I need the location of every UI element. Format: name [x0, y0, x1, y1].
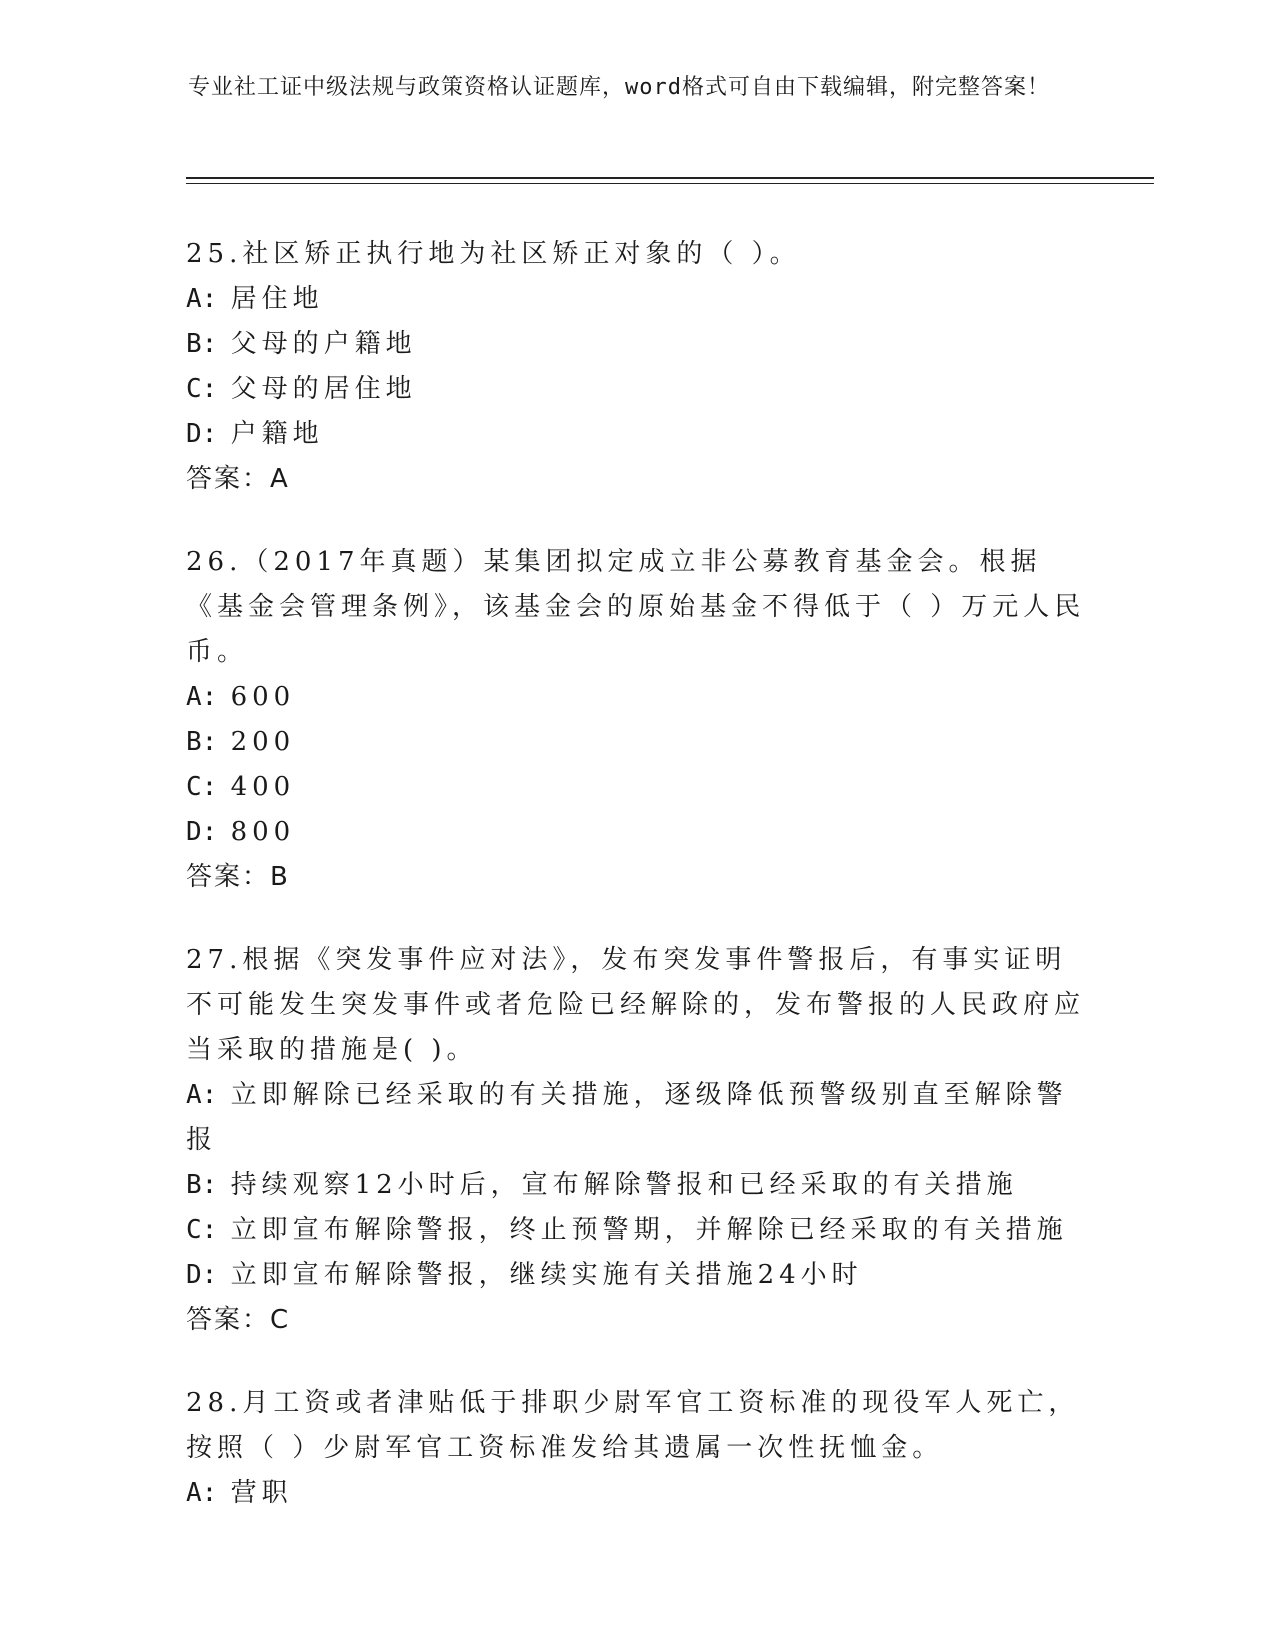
- question-25: [186, 232, 1086, 502]
- option-a: [186, 277, 1086, 322]
- option-c: [186, 367, 1086, 412]
- question-list: [186, 232, 1086, 1554]
- question-stem: 25.社区矫正执行地为社区矫正对象的（ ）。: [186, 239, 801, 269]
- document-header: 专业社工证中级法规与政策资格认证题库，word格式可自由下载编辑，附完整答案！: [188, 75, 1050, 100]
- option-letter: A:: [186, 1080, 218, 1110]
- option-text: 持续观察12小时后，宣布解除警报和已经采取的有关措施: [230, 1170, 1018, 1200]
- option-text: 400: [230, 772, 296, 802]
- option-letter: A:: [186, 1478, 218, 1508]
- answer-line: 答案：A: [186, 464, 290, 494]
- option-b: [186, 1163, 1086, 1208]
- option-letter: C:: [186, 772, 218, 802]
- option-text: 立即宣布解除警报，继续实施有关措施24小时: [230, 1260, 863, 1290]
- option-text: 居住地: [230, 284, 324, 314]
- option-letter: A:: [186, 284, 218, 314]
- question-stem: 28.月工资或者津贴低于排职少尉军官工资标准的现役军人死亡，按照（ ）少尉军官工资标准发给其遗属一次性抚恤金。: [186, 1388, 1080, 1463]
- option-letter: A:: [186, 682, 218, 712]
- question-stem: 27.根据《突发事件应对法》，发布突发事件警报后，有事实证明不可能发生突发事件或者危险已经解除的，发布警报的人民政府应当采取的措施是( )。: [186, 945, 1086, 1065]
- option-c: [186, 1208, 1086, 1253]
- option-letter: D:: [186, 419, 218, 449]
- option-text: 户籍地: [230, 419, 324, 449]
- question-stem: 26.（2017年真题）某集团拟定成立非公募教育基金会。根据《基金会管理条例》，该基金会的原始基金不得低于（ ）万元人民币。: [186, 547, 1086, 667]
- question-28: [186, 1381, 1086, 1516]
- option-letter: D:: [186, 817, 218, 847]
- option-c: [186, 765, 1086, 810]
- option-d: [186, 1253, 1086, 1298]
- option-letter: C:: [186, 1215, 218, 1245]
- option-text: 200: [230, 727, 296, 757]
- option-a: [186, 1073, 1086, 1163]
- option-letter: B:: [186, 1170, 218, 1200]
- option-text: 父母的户籍地: [230, 329, 417, 359]
- option-b: [186, 322, 1086, 367]
- option-b: [186, 720, 1086, 765]
- answer-line: 答案：B: [186, 862, 290, 892]
- option-text: 800: [230, 817, 296, 847]
- option-d: [186, 810, 1086, 855]
- option-letter: B:: [186, 727, 218, 757]
- option-d: [186, 412, 1086, 457]
- option-letter: C:: [186, 374, 218, 404]
- header-rule-top: [186, 177, 1154, 179]
- question-27: [186, 938, 1086, 1343]
- answer-line: 答案：C: [186, 1305, 291, 1335]
- option-text: 立即解除已经采取的有关措施，逐级降低预警级别直至解除警报: [186, 1080, 1068, 1155]
- option-text: 父母的居住地: [230, 374, 417, 404]
- header-rule-bottom: [186, 183, 1154, 184]
- option-a: [186, 675, 1086, 720]
- option-letter: B:: [186, 329, 218, 359]
- question-26: [186, 540, 1086, 900]
- option-text: 立即宣布解除警报，终止预警期，并解除已经采取的有关措施: [230, 1215, 1068, 1245]
- option-text: 营职: [230, 1478, 293, 1508]
- option-letter: D:: [186, 1260, 218, 1290]
- option-a: [186, 1471, 1086, 1516]
- option-text: 600: [230, 682, 296, 712]
